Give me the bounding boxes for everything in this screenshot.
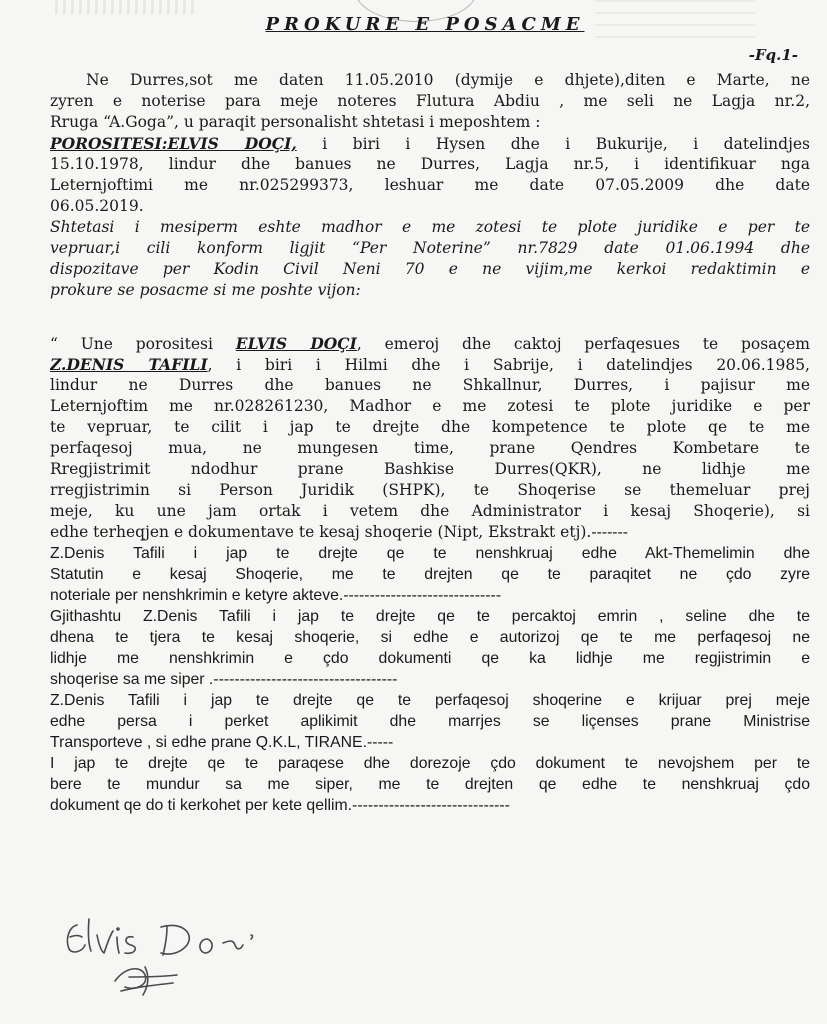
principal-name: ELVIS DOÇI <box>235 334 357 353</box>
principal-name: POROSITESI:ELVIS DOÇI, <box>50 134 297 153</box>
bleed-through-text <box>595 0 755 38</box>
text-line: Rregjistrimit ndodhur prane Bashkise Durres(QKR), ne lidhje me <box>50 460 810 478</box>
text-line: Leternjoftim me nr.028261230, Madhor e me zotesi te plote juridike e per <box>50 397 810 415</box>
text-line: Ne Durres,sot me daten 11.05.2010 (dymije e dhjete),diten e Marte, ne <box>86 71 810 89</box>
text-line: lidhje me nenshkrimin e çdo dokumenti qe ka lidhje me regjistrimin e <box>50 650 810 667</box>
text-line: Z.DENIS TAFILI, i biri i Hilmi dhe i Sabrije, i datelindjes 20.06.1985, <box>50 355 810 374</box>
text-line: prokure se posacme si me poshte vijon: <box>50 281 361 299</box>
text-line: Rruga “A.Goga”, u paraqit personalisht shtetasi i meposhtem : <box>50 113 541 131</box>
text-line: POROSITESI:ELVIS DOÇI, i biri i Hysen dhe i Bukurije, i datelindjes <box>50 134 810 153</box>
text-line: 06.05.2019. <box>50 197 144 215</box>
text-line: Leternjoftimi me nr.025299373, leshuar me date 07.05.2009 dhe date <box>50 176 810 194</box>
text-line: shoqerise sa me siper .----------------------------------- <box>50 671 398 688</box>
text-line: te vepruar, te cilit i jap te drejte dhe kompetence te plote qe te me <box>50 418 810 436</box>
text-line: dokument qe do ti kerkohet per kete qellim.------------------------------ <box>50 797 510 814</box>
text-line: Z.Denis Tafili i jap te drejte qe te nenshkruaj edhe Akt-Themelimin dhe <box>50 545 810 562</box>
text-line: dispozitave per Kodin Civil Neni 70 e ne vijim,me kerkoi redaktimin e <box>50 260 810 278</box>
text-line: dhena te tjera te kesaj shoqerie, si edhe e autorizoj qe te me perfaqesoj ne <box>50 629 810 646</box>
text-line: “ Une porositesi ELVIS DOÇI, emeroj dhe caktoj perfaqesues te posaçem <box>50 334 810 353</box>
text-line: edhe persa i perket aplikimit dhe marrjes se liçenses prane Ministrise <box>50 713 810 730</box>
page-number: -Fq.1- <box>748 46 798 64</box>
text-line: Statutin e kesaj Shoqerie, me te drejten qe te paraqitet ne çdo zyre <box>50 566 810 583</box>
text-line: Shtetasi i mesiperm eshte madhor e me zotesi te plote juridike e per te <box>50 218 810 236</box>
text-line: meje, ku une jam ortak i vetem dhe Administrator i kesaj Shoqerie), si <box>50 502 810 520</box>
text-line: edhe terheqjen e dokumentave te kesaj shoqerie (Nipt, Ekstrakt etj).------- <box>50 523 629 541</box>
text-line: I jap te drejte qe te paraqese dhe dorezoje çdo dokument te nevojshem per te <box>50 755 810 772</box>
text-line: vepruar,i cili konform ligjit “Per Noterine” nr.7829 date 01.06.1994 dhe <box>50 239 810 257</box>
text-line: bere te mundur sa me siper, me te drejten qe edhe te nenshkruaj çdo <box>50 776 810 793</box>
agent-name: Z.DENIS TAFILI <box>50 355 208 374</box>
text-line: zyren e noterise para meje noteres Flutura Abdiu , me seli ne Lagja nr.2, <box>50 92 810 110</box>
text-line: rregjistrimin si Person Juridik (SHPK), te Shoqerise se themeluar prej <box>50 481 810 499</box>
bleed-through-text <box>55 0 195 14</box>
text-line: 15.10.1978, lindur dhe banues ne Durres, Lagja nr.5, i identifikuar nga <box>50 155 810 173</box>
text-line: Z.Denis Tafili i jap te drejte qe te perfaqesoj shoqerine e krijuar prej meje <box>50 692 810 709</box>
page-title: PROKURE E POSACME <box>265 14 585 35</box>
text-line: Transporteve , si edhe prane Q.K.L, TIRANE.----- <box>50 734 394 751</box>
text-line: lindur ne Durres dhe banues ne Shkallnur, Durres, i pajisur me <box>50 376 810 394</box>
text-line: Gjithashtu Z.Denis Tafili i jap te drejte qe te percaktoj emrin , seline dhe te <box>50 608 810 625</box>
text-line: noteriale per nenshkrimin e ketyre akteve.------------------------------ <box>50 587 502 604</box>
handwritten-signature <box>55 905 295 1005</box>
text-line: perfaqesoj mua, ne mungesen time, prane Qendres Kombetare te <box>50 439 810 457</box>
